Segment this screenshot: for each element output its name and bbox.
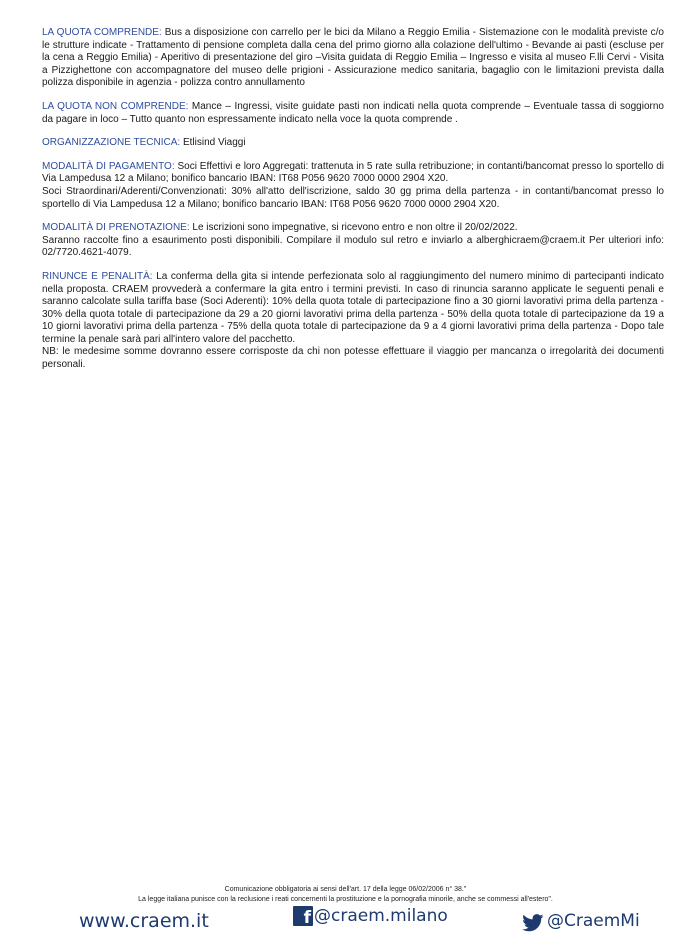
section-text-extra: Soci Straordinari/Aderenti/Convenzionati: 30% all'atto dell'iscrizione, saldo 30 gg prima della partenza - in contanti/bancomat presso lo sportello di Via Lampedusa 12 a Milano; bonifico bancario IBAN: IT68 P056 9620 7000 0000 2904 X20.: [42, 185, 664, 210]
section-rinunce: [42, 271, 664, 372]
section-text: Soci Effettivi e loro Aggregati: trattenuta in 5 rate sulla retribuzione; in contanti/bancomat presso lo sportello di Via Lampedusa 12 a Milano; bonifico bancario IBAN: IT68 P056 9620 7000 0000 2904 X20.: [42, 160, 664, 185]
section-organizzazione: [42, 137, 664, 150]
twitter-handle: @CraemMi: [547, 911, 640, 931]
facebook-link[interactable]: [293, 906, 448, 926]
legal-notice-2: La legge italiana punisce con la reclusione i reati concernenti la prostituzione e la pornografia minorile, anche se commessi all'estero".: [138, 896, 553, 903]
legal-notice-1: Comunicazione obbligatoria ai sensi dell'art. 17 della legge 06/02/2006 n° 38.": [224, 886, 467, 893]
website-link[interactable]: www.craem.it: [79, 910, 209, 932]
section-text: Le iscrizioni sono impegnative, si ricevono entro e non oltre il 20/02/2022.: [189, 222, 518, 234]
section-label: MODALITÀ DI PRENOTAZIONE:: [42, 222, 190, 234]
section-text: La conferma della gita si intende perfezionata solo al raggiungimento del numero minimo di partecipanti indicato nella proposta. CRAEM provvederà a confermare la gita entro i termini previsti. In caso di rinuncia saranno applicate le seguenti penali e saranno calcolate sulla tariffa base (Soci Aderenti): 10% della quota totale di partecipazione fino a 30 giorni lavorativi prima della partenza - 30% della quota totale di partecipazione da 29 a 20 giorni lavorativi prima della partenza - 50% della quota totale di partecipazione da 19 a 10 giorni lavorativi prima della partenza - 75% della quota totale di partecipazione da 9 a 4 giorni lavorativi prima della partenza - Dopo tale termine la penale sarà pari all'intero valore del pacchetto.: [42, 270, 664, 345]
section-label: LA QUOTA COMPRENDE:: [42, 27, 162, 38]
section-pagamento: [42, 161, 664, 211]
twitter-link[interactable]: [522, 906, 640, 932]
facebook-handle: @craem.milano: [314, 906, 448, 926]
twitter-icon: [522, 914, 544, 932]
section-text: Mance – Ingressi, visite guidate pasti non indicati nella quota comprende – Eventuale tassa di soggiorno da pagare in loco – Tutto quanto non espressamente indicato nella voce la quota comprende .: [42, 100, 664, 125]
section-label: RINUNCE E PENALITÀ:: [42, 270, 153, 282]
section-text-extra: Saranno raccolte fino a esaurimento posti disponibili. Compilare il modulo sul retro e inviarlo a alberghicraem@craem.it Per ulteriori info: 02/7720.4621-4079.: [42, 234, 664, 259]
section-prenotazione: [42, 222, 664, 260]
facebook-icon: f: [293, 906, 313, 926]
section-label: ORGANIZZAZIONE TECNICA:: [42, 137, 181, 149]
section-text-extra: NB: le medesime somme dovranno essere corrisposte da chi non potesse effettuare il viaggio per mancanza o irregolarità dei documenti personali.: [42, 346, 664, 371]
section-quota-non-comprende: [42, 101, 664, 126]
section-label: LA QUOTA NON COMPRENDE:: [42, 100, 189, 112]
section-text: Etlisind Viaggi: [180, 137, 246, 149]
section-label: MODALITÀ DI PAGAMENTO:: [42, 160, 175, 172]
document-body: [42, 27, 664, 372]
section-text: Bus a disposizione con carrello per le bici da Milano a Reggio Emilia - Sistemazione con le modalità previste c/o le strutture indicate - Trattamento di pensione completa dalla cena del primo giorno alla colazione dell'ultimo - Bevande ai pasti (escluse per la cena a Reggio Emilia) - Aperitivo di presentazione del giro –Visita guidata di Reggio Emilia – Ingresso e visita al museo F.lli Cervi - Visita a Pizzighettone con accompagnatore del museo delle prigioni - Assicurazione medico sanitaria, bagaglio con le limitazioni prevista dalla polizza disponibile in agenzia - polizza contro annullamento: [42, 27, 664, 89]
section-quota-comprende: [42, 27, 664, 90]
